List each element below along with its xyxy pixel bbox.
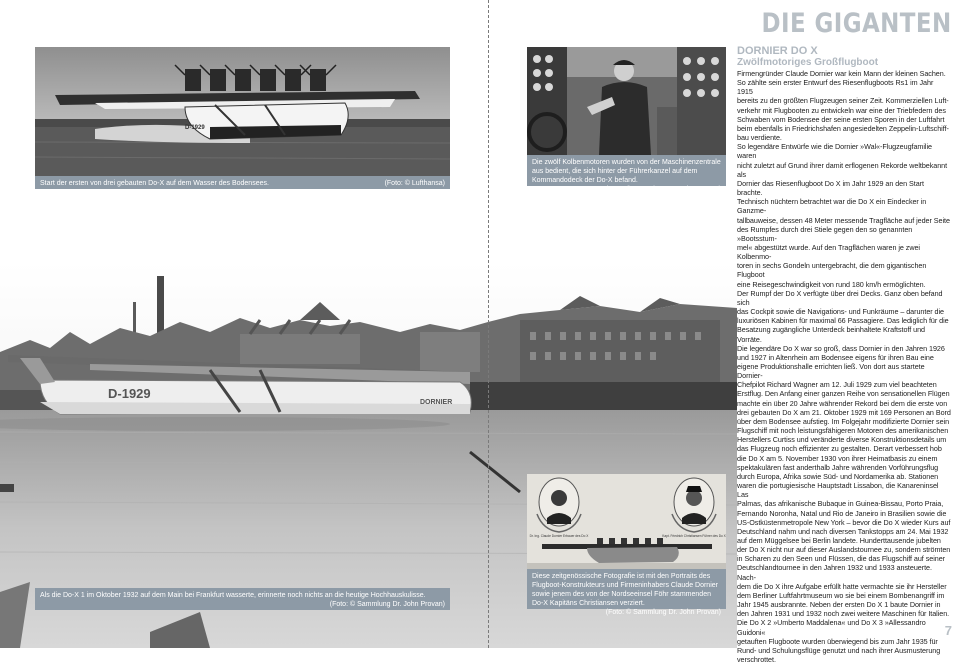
caption-top-right-credit: (Foto: © Sammlung Dr. John Provan) xyxy=(605,186,721,193)
page-number: 7 xyxy=(944,623,952,638)
photo-icon xyxy=(527,474,726,569)
caption-bottom-left-text: Als die Do-X 1 im Oktober 1932 auf dem Main bei Frankfurt wasserte, erinnerte noch nichts an die heutige Hochhauskulisse. xyxy=(40,592,426,599)
page-gutter xyxy=(488,0,489,648)
portrait-right-label: Kapt. Friedrich Christiansen Führer des Do X xyxy=(662,534,726,538)
caption-bottom-right xyxy=(527,569,726,616)
caption-bottom-right-credit: (Foto: © Sammlung Dr. John Provan) xyxy=(605,609,721,616)
hull-label-text: DORNIER xyxy=(420,399,453,406)
article-kicker: DORNIER DO X xyxy=(737,45,818,57)
caption-top-left-credit: (Foto: © Lufthansa) xyxy=(384,180,445,187)
caption-top-right xyxy=(527,155,726,193)
caption-top-left xyxy=(35,176,450,189)
portrait-left-label: Dr. Ing. Claude Dornier Erbauer des Do X xyxy=(529,534,589,538)
registration-big-text: D-1929 xyxy=(108,386,151,401)
caption-top-left-text: Start der ersten von drei gebauten Do-X auf dem Wasser des Bodensees. xyxy=(40,180,269,187)
caption-bottom-right-text: Diese zeitgenössische Fotografie ist mit den Portraits des Flugboot-Konstrukteurs und Firmeninhabers Claude Dornier sowie jenem des von der Nordseeinsel Föhr stammenden Do-X Kapitäns Christiansen verziert. xyxy=(532,573,718,607)
bodensee-launch-photo xyxy=(35,47,450,176)
photo-icon xyxy=(35,47,450,176)
section-title: DIE GIGANTEN xyxy=(761,8,952,39)
caption-top-right-text: Die zwölf Kolbenmotoren wurden von der Maschinenzentrale aus bedient, die sich hinter der Führerkanzel auf dem Kommandodeck der Do-X befand. xyxy=(532,159,721,184)
photo-icon xyxy=(527,47,726,155)
article-subkicker: Zwölfmotoriges Großflugboot xyxy=(737,57,879,68)
caption-bottom-left xyxy=(35,588,450,610)
portrait-inset-photo xyxy=(527,474,726,569)
article-body: Firmengründer Claude Dornier war kein Mann der kleinen Sachen. So zählte sein erster Entwurf des Riesenflugboots Rs1 im Jahr 1915 bereits zu den größten Flugzeugen seiner Zeit. Kommerziellen Luft- verkehr mit Flugbooten zu entwickeln war eine der Triebfedern des Schwaben vom Bodensee der seine ersten Sporen in der Luftfahrt beim ebenfalls in Friedrichshafen angesiedelten Zeppelin-Luftschiff- bau verdiente. So legendäre Entwürfe wie die Dornier »Wal«-Flugzeugfamilie waren nicht zuletzt auf Grund ihrer damit erflogenen Rekorde weltbekannt als Dornier das Riesenflugboot Do X im Jahr 1929 an den Start brachte. Technisch nüchtern betrachtet war die Do X ein Eindecker in Ganzme- tallbauweise, dessen 48 Meter messende Tragfläche auf jeder Seite des Rumpfes durch drei Stiele gegen den so genannten »Bootsstum- mel« abgestützt wurde. Auf den Tragflächen waren je zwei Kolbenmo- toren in sechs Gondeln untergebracht, die dem gigantischen Flugboot eine Reisegeschwindigkeit von rund 180 km/h ermöglichten. Der Rumpf der Do X verfügte über drei Decks. Ganz oben befand sich das Cockpit sowie die Navigations- und Funkräume – darunter die luxuriösen Kabinen für maximal 66 Passagiere. Das lediglich für die Besatzung zugängliche Unterdeck beinhaltete Kraftstoff und Vorräte. Die legendäre Do X war so groß, dass Dornier in den Jahren 1926 und 1927 in Altenrhein am Bodensee eigens für ihren Bau eine eigene Produktionshalle errichten ließ. Von dort aus startete Dornier- Chefpilot Richard Wagner am 12. Juli 1929 zum viel beachteten Erstflug. Den Anfang einer ganzen Reihe von sensationellen Flügen machte ein über 20 Jahre währender Rekord bei dem die erste von drei gebauten Do X am 21. Oktober 1929 mit 169 Personen an Bord über dem Bodensee aufstieg. Im Folgejahr modifizierte Dornier sein Flugschiff mit noch leistungsfähigeren Motoren des amerikanischen Herstellers Curtiss und veränderte diverse Konstruktionsdetails um das Flugzeug noch effizienter zu gestalten. Derart verbessert hob die Do X am 5. November 1930 von ihrer Heimatbasis zu einem spektakulären fast anderthalb Jahre währenden Vorführungsflug durch Europa, Afrika sowie Süd- und Nordamerika ab. Stationen waren die portugiesische Hauptstadt Lissabon, die Kanareninsel Las Palmas, das afrikanische Bubaque in Guinea-Bissau, Porto Praia, Fernando Noronha, Natal und Rio de Janeiro in Brasilien sowie die US-Ostküstenmetropole New York – bevor die Do X wieder Kurs auf Deutschland nahm und nach diversen Tankstopps am 24. Mai 1932 auf dem Müggelsee bei Berlin landete. Hunderttausende jubelten der Do X nicht nur auf dieser Auslandstournee zu, sondern strömten in Scharen zu den Seen und Flüssen, die das Flugschiff auf seiner Deutschlandtournee in den Jahren 1932 und 1933 ansteuerte. Nach- dem die Do X ihre Aufgabe erfüllt hatte vermachte sie ihr Hersteller dem Berliner Luftfahrtmuseum wo sie bei einem Bombenangriff im Jahr 1945 ausbrannte. Neben der ersten Do X 1 baute Dornier in den Jahren 1931 und 1932 noch zwei weitere Maschinen für Italien. Die Do X 2 »Umberto Maddalena« und Do X 3 »Allessandro Guidoni« getauften Flugboote wurden überwiegend bis zum Jahr 1935 für Rund- und Schulungsflüge genutzt und nach ihrer Ausmusterung verschrottet. xyxy=(737,69,951,664)
registration-text: D-1929 xyxy=(185,125,205,131)
engine-room-photo xyxy=(527,47,726,155)
article xyxy=(737,46,951,664)
caption-bottom-left-credit: (Foto: © Sammlung Dr. John Provan) xyxy=(329,601,445,608)
